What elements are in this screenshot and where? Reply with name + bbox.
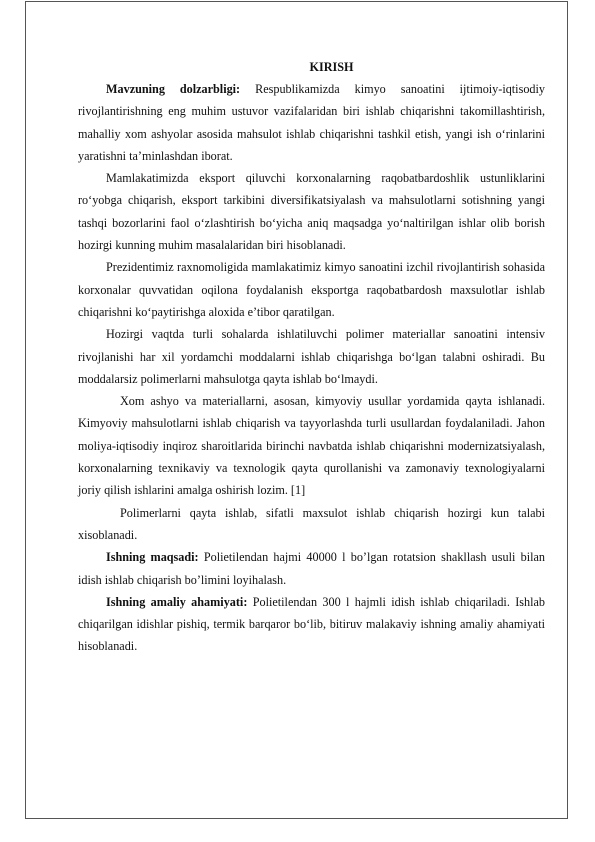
paragraph-president — [78, 256, 545, 323]
paragraph-text: Respublikamizda kimyo sanoatini ijtimoiy-iqtisodiy rivojlantirishning eng muhim ustuvor vazifalaridan biri ishlab chiqarishni takomillashtirish, mahalliy xom ashyolar asosida mahsulot ishlab chiqarishni tashkil etish, yangi ish o‘rinlarini yaratishni ta’minlashdan iborat. — [78, 82, 545, 163]
paragraph-text: Polimerlarni qayta ishlab, sifatli maxsulot ishlab chiqarish hozirgi kun talabi xisoblanadi. — [78, 505, 545, 542]
paragraph-polymer-industry — [78, 323, 545, 390]
paragraph-text: Mamlakatimizda eksport qiluvchi korxonalarning raqobatbardoshlik ustunliklarini ro‘yobga chiqarish, eksport tarkibini diversifikatsiyalash va mahsulotlarni sotishning yangi tashqi bozorlarini faol o‘zlashtirish bo‘yicha aniq maqsadga yo‘naltirilgan ishlar olib borish hozirgi kunning muhim masalalaridan biri hisoblanadi. — [78, 171, 545, 253]
paragraph-lead: Ishning maqsadi: — [106, 550, 199, 565]
paragraph-text: Hozirgi vaqtda turli sohalarda ishlatiluvchi polimer materiallar sanoatini intensiv rivojlanishi har xil yordamchi moddalarni ishlab chiqarishga bo‘lgan talabni oshiradi. Bu moddalarsiz polimerlarni mahsulotga qayta ishlab bo‘lmaydi. — [78, 327, 545, 386]
paragraph-lead: Ishning amaliy ahamiyati: — [106, 594, 248, 609]
paragraph-text: Prezidentimiz raxnomoligida mamlakatimiz kimyo sanoatini izchil rivojlantirish sohasida korxonalar quvvatidan oqilona foydalanish eksportga raqobatbardosh maxsulotlar ishlab chiqarishni ko‘paytirishga aloxida e’tibor qaratilgan. — [78, 260, 545, 319]
document-body — [78, 56, 545, 658]
page-title: KIRISH — [309, 60, 354, 74]
paragraph-goal — [78, 546, 545, 591]
paragraph-text: Polietilendan hajmi 40000 l bo’lgan rotatsion shakllash usuli bilan idish ishlab chiqarish bo’limini loyihalash. — [78, 550, 545, 587]
paragraph-text: Xom ashyo va materiallarni, asosan, kimyoviy usullar yordamida qayta ishlanadi. Kimyoviy mahsulotlarni ishlab chiqarish va tayyorlashda turli usullardan foydalaniladi. Jahon moliya-iqtisodiy inqiroz sharoitlarida birinchi navbatda ishlab chiqarishni modernizatsiyalash, korxonalarning texnikaviy va texnologik qayta qurollanishi va zamonaviy texnologiyalarni joriy qilish ishlarini amalga oshirish lozim. [1] — [78, 394, 545, 498]
paragraph-lead: Mavzuning dolzarbligi: — [106, 82, 241, 96]
paragraph-text: Polietilendan 300 l hajmli idish ishlab chiqariladi. Ishlab chiqarilgan idishlar pishiq, termik barqaror bo‘lib, bitiruv malakaviy ishning amaliy ahamiyati hisoblanadi. — [78, 594, 545, 654]
paragraph-recycling — [78, 502, 545, 547]
paragraph-export — [78, 167, 545, 256]
paragraph-practical-value — [78, 591, 545, 658]
paragraph-raw-materials — [78, 390, 545, 501]
paragraph-relevance — [78, 78, 545, 167]
